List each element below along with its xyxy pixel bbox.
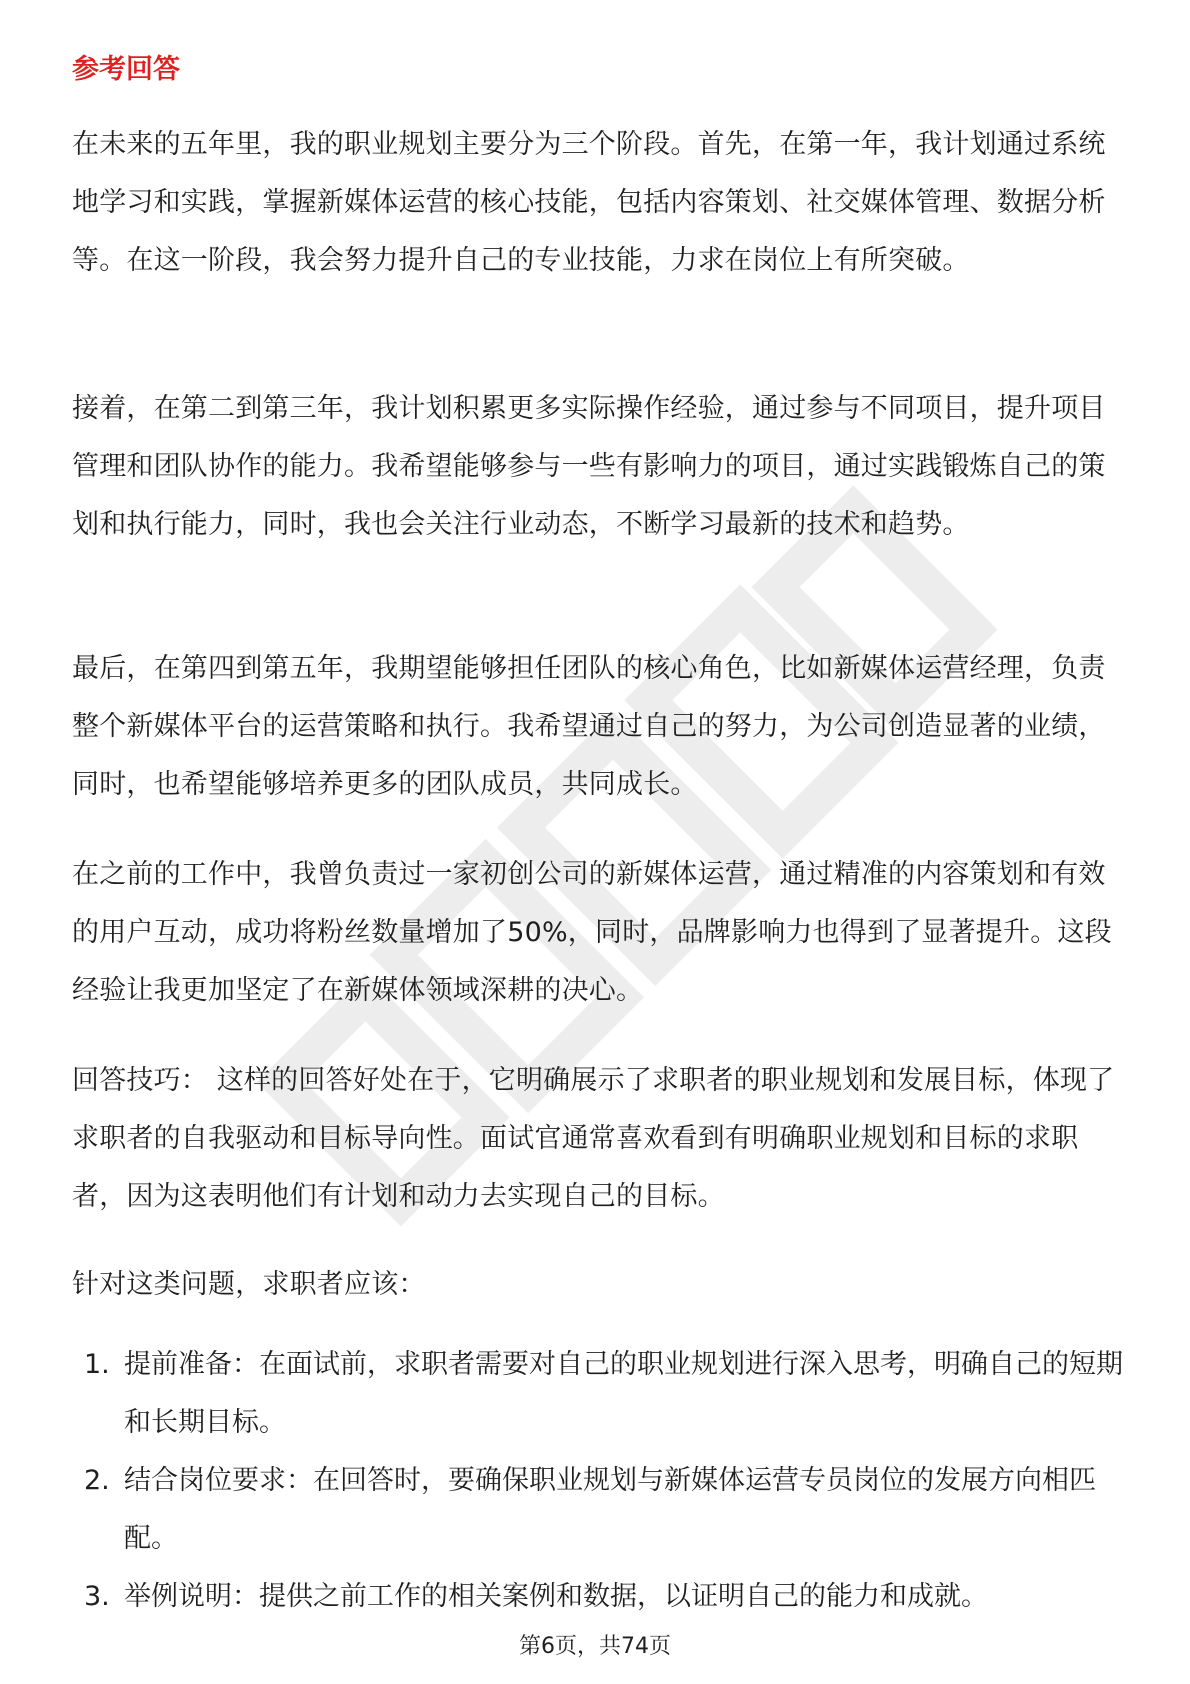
- paragraph-plan-overview: 在未来的五年里，我的职业规划主要分为三个阶段。首先，在第一年，我计划通过系统地学习和实践，掌握新媒体运营的核心技能，包括内容策划、社交媒体管理、数据分析等。在这一阶段，我会努力提升自己的专业技能，力求在岗位上有所突破。: [72, 129, 1106, 276]
- paragraph-years-four-five: 最后，在第四到第五年，我期望能够担任团队的核心角色，比如新媒体运营经理，负责整个新媒体平台的运营策略和执行。我希望通过自己的努力，为公司创造显著的业绩，同时，也希望能够培养更多的团队成员，共同成长。: [72, 653, 1106, 800]
- paragraph-past-experience: 在之前的工作中，我曾负责过一家初创公司的新媒体运营，通过精准的内容策划和有效的用户互动，成功将粉丝数量增加了50%，同时，品牌影响力也得到了显著提升。这段经验让我更加坚定了在新媒体领域深耕的决心。: [72, 859, 1112, 1006]
- list-number: 2.: [84, 1465, 110, 1496]
- list-number: 3.: [84, 1581, 110, 1612]
- page-number-footer: 第6页，共74页: [519, 1634, 671, 1659]
- list-item-text: 举例说明：提供之前工作的相关案例和数据，以证明自己的能力和成就。: [124, 1581, 988, 1612]
- list-number: 1.: [84, 1349, 110, 1380]
- paragraph-answer-tips: 回答技巧： 这样的回答好处在于，它明确展示了求职者的职业规划和发展目标，体现了求职者的自我驱动和目标导向性。面试官通常喜欢看到有明确职业规划和目标的求职者，因为这表明他们有计划和动力去实现自己的目标。: [72, 1065, 1115, 1212]
- advice-list-item-3: [72, 1568, 1132, 1626]
- paragraph-list-intro: 针对这类问题，求职者应该：: [72, 1269, 426, 1300]
- advice-list-item-2: [72, 1452, 1132, 1568]
- section-heading: 参考回答: [72, 54, 180, 85]
- list-item-text: 结合岗位要求：在回答时，要确保职业规划与新媒体运营专员岗位的发展方向相匹配。: [124, 1465, 1096, 1554]
- advice-list-item-1: [72, 1336, 1132, 1452]
- paragraph-years-two-three: 接着，在第二到第三年，我计划积累更多实际操作经验，通过参与不同项目，提升项目管理和团队协作的能力。我希望能够参与一些有影响力的项目，通过实践锻炼自己的策划和执行能力，同时，我也会关注行业动态，不断学习最新的技术和趋势。: [72, 393, 1106, 540]
- list-item-text: 提前准备：在面试前，求职者需要对自己的职业规划进行深入思考，明确自己的短期和长期目标。: [124, 1349, 1123, 1438]
